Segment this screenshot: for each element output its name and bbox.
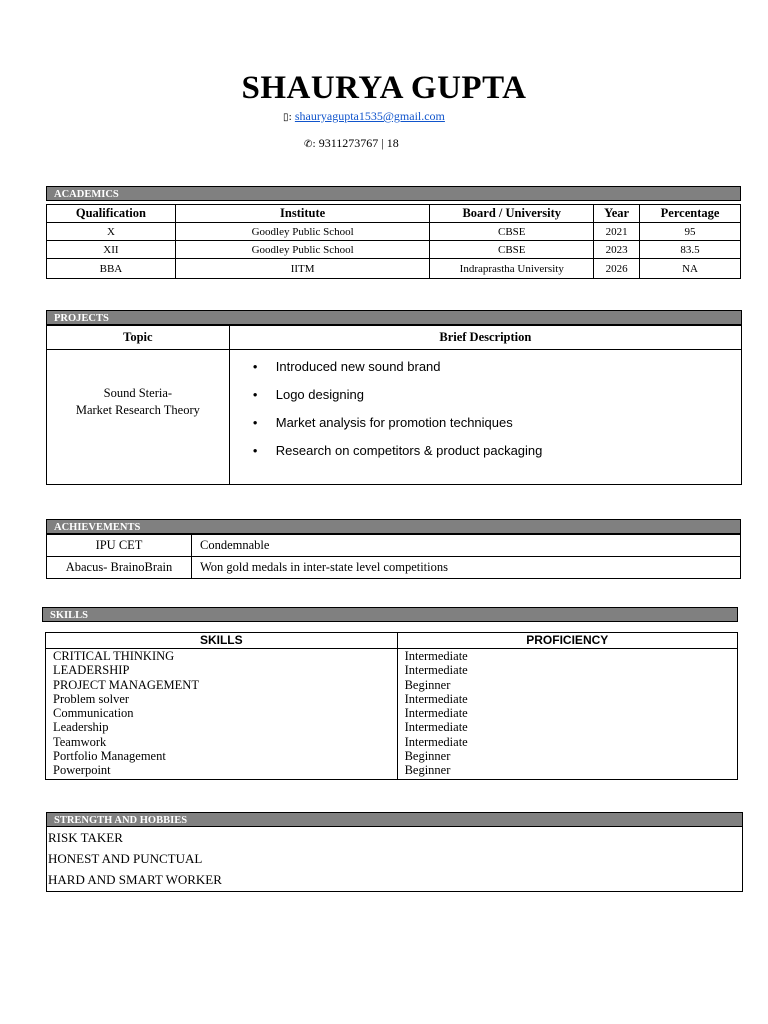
email-line — [283, 109, 445, 124]
list-item: ● Logo designing — [230, 386, 741, 414]
table-cell: 2023 — [594, 241, 640, 259]
academics-heading: ACADEMICS — [46, 186, 741, 201]
table-cell: Abacus- BrainoBrain — [47, 557, 192, 579]
list-item: ● Research on competitors & product packaging — [230, 442, 741, 470]
table-cell: 2021 — [594, 223, 640, 241]
table-cell: CBSE — [430, 241, 594, 259]
column-header: Brief Description — [229, 326, 741, 350]
phone-line — [304, 136, 399, 151]
table-row — [47, 535, 741, 557]
skill-name: Powerpoint — [53, 763, 111, 778]
skill-level: Beginner — [404, 749, 451, 764]
projects-heading: PROJECTS — [46, 310, 742, 325]
resume-name: SHAURYA GUPTA — [241, 70, 527, 106]
table-cell: X — [47, 223, 176, 241]
column-header: Qualification — [47, 205, 176, 223]
table-cell: BBA — [47, 259, 176, 279]
achievements-heading: ACHIEVEMENTS — [46, 519, 741, 534]
table-cell: Condemnable — [192, 535, 741, 557]
table-cell: Indraprastha University — [430, 259, 594, 279]
skill-name: CRITICAL THINKING — [53, 649, 175, 663]
email-link[interactable]: shauryagupta1535@gmail.com — [294, 109, 445, 123]
skill-level: Intermediate — [404, 706, 468, 721]
table-cell: XII — [47, 241, 176, 259]
table-cell: Goodley Public School — [175, 223, 430, 241]
column-header: PROFICIENCY — [397, 633, 737, 649]
list-item: ● Market analysis for promotion techniques — [230, 414, 741, 442]
academics-table — [46, 204, 741, 279]
table-row — [47, 259, 741, 279]
table-cell: 83.5 — [640, 241, 741, 259]
achievements-table — [46, 534, 741, 579]
skill-name: Leadership — [53, 720, 109, 735]
table-cell: Won gold medals in inter-state level competitions — [192, 557, 741, 579]
phone-number: 9311273767 | 18 — [318, 136, 399, 150]
skill-level: Intermediate — [404, 663, 468, 678]
table-cell: Goodley Public School — [175, 241, 430, 259]
column-header: SKILLS — [46, 633, 398, 649]
skill-name: Problem solver — [53, 691, 130, 706]
table-row — [47, 350, 742, 485]
list-item: HONEST AND PUNCTUAL — [48, 851, 203, 866]
list-item: HARD AND SMART WORKER — [48, 872, 222, 887]
skill-levels-cell — [397, 649, 737, 780]
skill-name: Communication — [53, 706, 134, 721]
column-header: Board / University — [430, 205, 594, 223]
skill-name: Portfolio Management — [53, 749, 166, 764]
skills-heading: SKILLS — [42, 607, 738, 622]
table-cell: IPU CET — [47, 535, 192, 557]
strengths-heading: STRENGTH AND HOBBIES — [46, 812, 743, 827]
topic-line: Market Research Theory — [75, 403, 200, 417]
table-header-row — [46, 633, 738, 649]
table-header-row — [47, 205, 741, 223]
table-row — [47, 223, 741, 241]
strengths-list — [46, 827, 743, 892]
column-header: Topic — [47, 326, 230, 350]
skill-name: PROJECT MANAGEMENT — [53, 677, 199, 692]
table-cell: CBSE — [430, 223, 594, 241]
skills-table — [45, 632, 738, 780]
table-cell: 2026 — [594, 259, 640, 279]
table-row — [47, 557, 741, 579]
column-header: Institute — [175, 205, 430, 223]
skill-names-cell — [46, 649, 398, 780]
skill-name: Teamwork — [53, 734, 107, 749]
table-cell: NA — [640, 259, 741, 279]
column-header: Percentage — [640, 205, 741, 223]
skill-level: Intermediate — [404, 720, 468, 735]
skill-level: Intermediate — [404, 691, 468, 706]
project-description — [229, 350, 741, 485]
table-cell: 95 — [640, 223, 741, 241]
column-header: Year — [594, 205, 640, 223]
table-cell: IITM — [175, 259, 430, 279]
project-topic — [47, 350, 230, 485]
skill-level: Intermediate — [404, 734, 468, 749]
bullet-list — [230, 358, 741, 470]
skill-level: Beginner — [404, 677, 451, 692]
table-header-row — [47, 326, 742, 350]
skill-level: Intermediate — [404, 649, 468, 663]
list-item: ● Introduced new sound brand — [230, 358, 741, 386]
table-row — [47, 241, 741, 259]
list-item: RISK TAKER — [48, 830, 123, 845]
skill-name: LEADERSHIP — [53, 663, 130, 678]
email-icon: ▯: — [283, 112, 292, 123]
projects-table — [46, 325, 742, 485]
skill-level: Beginner — [404, 763, 451, 778]
topic-line: Sound Steria- — [103, 386, 173, 400]
phone-icon: ✆: — [304, 139, 316, 150]
table-row — [46, 649, 738, 780]
